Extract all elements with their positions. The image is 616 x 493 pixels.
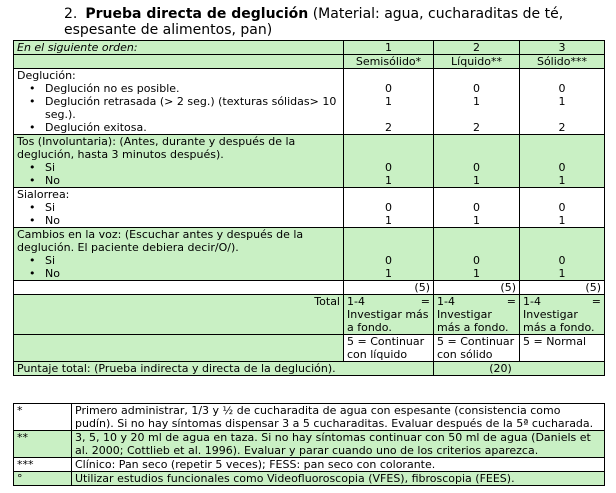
footnote-row [14, 458, 605, 472]
next-step-3: 5 = Normal [520, 335, 605, 362]
score-value: 2 [558, 121, 566, 134]
score-value: 1 [473, 267, 480, 280]
voz-title: Cambios en la voz: (Escuchar antes y después de la deglución. El paciente debiera decir/O/). [17, 228, 304, 254]
result-col-2 [434, 295, 520, 335]
score-value: 0 [385, 254, 392, 267]
score-value: 1 [385, 95, 392, 108]
score-value: 0 [558, 201, 566, 214]
header-row-numbers [14, 41, 605, 55]
tos-criteria [14, 135, 344, 188]
next-step-2: 5 = Continuar con sólido [434, 335, 520, 362]
tos-item-no: • No [17, 174, 340, 187]
score-value: 0 [473, 254, 480, 267]
deglucion-item-1: • Deglución no es posible. [17, 82, 340, 95]
next-step-row [14, 335, 605, 362]
col-texture-1: Semisólido* [344, 55, 434, 69]
voz-col-2 [434, 228, 520, 281]
section-subtitle: (Material: agua, cucharaditas de té, espesante de alimentos, pan) [64, 6, 564, 38]
tos-col-1 [344, 135, 434, 188]
score-value: 1 [558, 214, 566, 227]
result-col-3 [520, 295, 605, 335]
score-value: 1 [385, 267, 392, 280]
deglucion-section [14, 69, 605, 135]
score-value: 1 [385, 214, 392, 227]
empty-cell [14, 335, 344, 362]
result-range: 1-4 [347, 295, 365, 308]
puntaje-label: Puntaje total: (Prueba indirecta y directa de la deglución). [14, 362, 434, 376]
tos-item-si: • Si [17, 161, 340, 174]
sialorrea-col-1 [344, 188, 434, 228]
result-sep: = [591, 295, 601, 308]
score-value: 0 [473, 161, 480, 174]
footnote-row [14, 404, 605, 431]
sialorrea-item-no: • No [17, 214, 340, 227]
score-value: 0 [385, 161, 392, 174]
footnote-text: 3, 5, 10 y 20 ml de agua en taza. Si no hay síntomas continuar con 50 ml de agua (Daniels et al. 2000; Cottlieb et al. 1996). Evaluar y parar cuando uno de los criterios aparezca. [72, 431, 605, 458]
score-value: 2 [473, 121, 480, 134]
sialorrea-title: Sialorrea: [17, 188, 70, 201]
voz-col-1 [344, 228, 434, 281]
col-number-2: 2 [434, 41, 520, 55]
col-texture-3: Sólido*** [520, 55, 605, 69]
footnote-mark: ** [14, 431, 72, 458]
puntaje-row [14, 362, 605, 376]
result-range: 1-4 [523, 295, 541, 308]
score-value: 0 [558, 254, 566, 267]
deglucion-title: Deglución: [17, 69, 76, 82]
voz-item-si: • Si [17, 254, 340, 267]
score-value: 1 [558, 267, 566, 280]
col-number-3: 3 [520, 41, 605, 55]
score-value: 2 [385, 121, 392, 134]
deglucion-item-3: • Deglución exitosa. [17, 121, 340, 134]
col-number-1: 1 [344, 41, 434, 55]
result-sep: = [420, 295, 430, 308]
tos-col-2 [434, 135, 520, 188]
max-score-2: (5) [434, 281, 520, 295]
result-action: Investigar más a fondo. [523, 308, 595, 334]
max-score-3: (5) [520, 281, 605, 295]
col-texture-2: Líquido** [434, 55, 520, 69]
sialorrea-criteria [14, 188, 344, 228]
score-value: 0 [385, 82, 392, 95]
score-value: 1 [473, 214, 480, 227]
sialorrea-item-si: • Si [17, 201, 340, 214]
voz-criteria [14, 228, 344, 281]
section-number: 2. [64, 6, 78, 22]
tos-section [14, 135, 605, 188]
header-row-textures [14, 55, 605, 69]
section-title: Prueba directa de deglución [85, 6, 309, 22]
footnote-text: Clínico: Pan seco (repetir 5 veces); FESS: pan seco con colorante. [72, 458, 605, 472]
footnote-mark: ° [14, 472, 72, 486]
score-value: 0 [473, 201, 480, 214]
voz-section [14, 228, 605, 281]
sialorrea-col-2 [434, 188, 520, 228]
footnote-mark: * [14, 404, 72, 431]
empty-cell [14, 281, 344, 295]
result-action: Investigar más a fondo. [437, 308, 509, 334]
footnote-text: Primero administrar, 1/3 y ½ de cucharadita de agua con espesante (consistencia como pudín). Si no hay síntomas dispensar 3 a 5 cucharaditas. Evaluar después de la 5ª cucharada. [72, 404, 605, 431]
tos-col-3 [520, 135, 605, 188]
total-row [14, 295, 605, 335]
puntaje-value: (20) [434, 362, 605, 376]
swallow-test-table [13, 40, 605, 376]
footnote-text: Utilizar estudios funcionales como Videofluoroscopia (VFES), fibroscopia (FEES). [72, 472, 605, 486]
order-label: En el siguiente orden: [14, 41, 344, 55]
deglucion-col-1 [344, 69, 434, 135]
next-step-1: 5 = Continuar con líquido [344, 335, 434, 362]
score-value: 1 [473, 174, 480, 187]
result-sep: = [506, 295, 516, 308]
deglucion-item-2: • Deglución retrasada (> 2 seg.) (texturas sólidas> 10 seg.). [17, 95, 340, 121]
sialorrea-section [14, 188, 605, 228]
max-score-1: (5) [344, 281, 434, 295]
score-value: 0 [558, 82, 566, 95]
tos-title: Tos (Involuntaria): (Antes, durante y después de la deglución, hasta 3 minutos después). [17, 135, 296, 161]
score-value: 0 [473, 82, 480, 95]
footnote-row [14, 431, 605, 458]
voz-col-3 [520, 228, 605, 281]
section-heading [64, 6, 612, 38]
footnote-row [14, 472, 605, 486]
score-value: 0 [558, 161, 566, 174]
deglucion-criteria [14, 69, 344, 135]
voz-item-no: • No [17, 267, 340, 280]
deglucion-col-2 [434, 69, 520, 135]
result-range: 1-4 [437, 295, 455, 308]
score-value: 0 [385, 201, 392, 214]
max-score-row [14, 281, 605, 295]
total-label: Total [14, 295, 344, 335]
score-value: 1 [558, 95, 566, 108]
empty-cell [14, 55, 344, 69]
sialorrea-col-3 [520, 188, 605, 228]
deglucion-col-3 [520, 69, 605, 135]
score-value: 1 [473, 95, 480, 108]
footnotes-table [13, 403, 605, 486]
footnote-mark: *** [14, 458, 72, 472]
result-col-1 [344, 295, 434, 335]
score-value: 1 [558, 174, 566, 187]
score-value: 1 [385, 174, 392, 187]
result-action: Investigar más a fondo. [347, 308, 429, 334]
